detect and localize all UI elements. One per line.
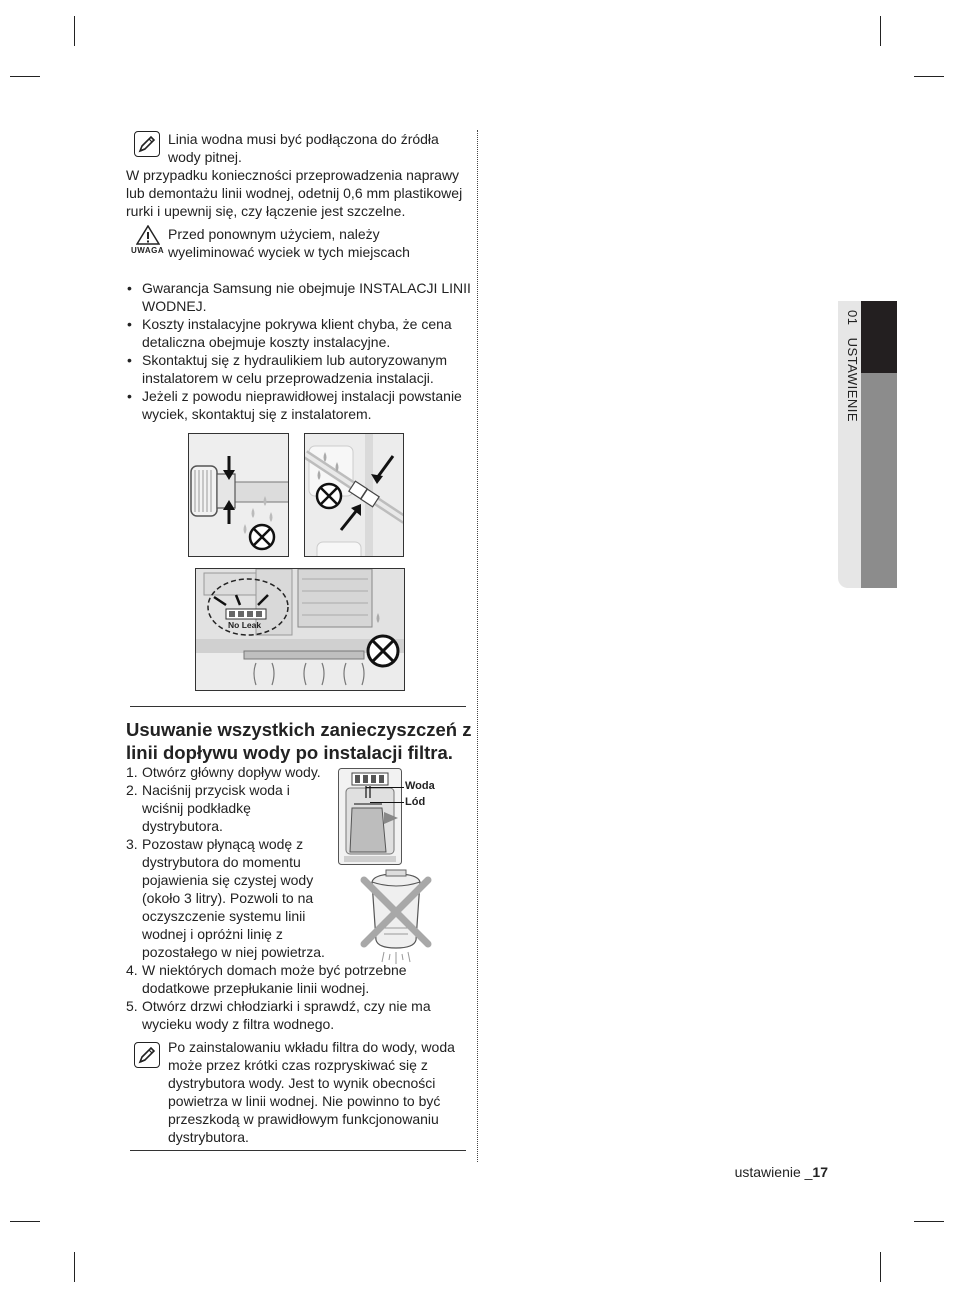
note-text: Po zainstalowaniu wkładu filtra do wody, woda może przez krótki czas rozpryskiwać się z dystrybutora wody. Jest to wynik obecności powietrza w linii wodnej. Nie powinno to być przeszkodą w prawidłowym funkcjonowaniu dystrybutora.: [168, 1039, 455, 1145]
page-number: 17: [812, 1164, 828, 1180]
crop-mark: [74, 1252, 75, 1282]
crop-mark: [914, 76, 944, 77]
step-number: 1.: [126, 764, 138, 780]
no-leak-label: No Leak: [228, 620, 262, 630]
figure-dispenser: [338, 768, 402, 865]
chapter-tab-bar: [861, 373, 897, 588]
page-footer: [700, 1164, 828, 1180]
step-text: W niektórych domach może być potrzebne dodatkowe przepłukanie linii wodnej.: [142, 962, 407, 996]
warning-text: Przed ponownym użyciem, należy wyeliminować wyciek w tych miejscach: [168, 226, 410, 260]
step-number: 5.: [126, 998, 138, 1014]
list-item: [126, 997, 471, 1033]
section-divider: [130, 1150, 466, 1151]
note-text: Linia wodna musi być podłączona do źródła wody pitnej.: [168, 131, 439, 165]
column-divider: [477, 130, 478, 1162]
section-divider: [130, 706, 466, 707]
figure-pipe-joint: [304, 433, 404, 557]
step-number: 4.: [126, 962, 138, 978]
chapter-number: 01: [845, 310, 860, 326]
section-title: Usuwanie wszystkich zanieczyszczeń z linii dopływu wody po instalacji filtra.: [126, 719, 472, 763]
crop-mark: [914, 1221, 944, 1222]
list-item: [126, 781, 332, 835]
crop-mark: [880, 16, 881, 46]
figure-pipe-nut: [188, 433, 289, 557]
step-number: 2.: [126, 782, 138, 798]
note-pencil-icon: [134, 131, 160, 157]
step-text: Otwórz drzwi chłodziarki i sprawdź, czy nie ma wycieku wody z filtra wodnego.: [142, 998, 431, 1032]
figure-crossed-container: [358, 868, 434, 968]
step-text: Naciśnij przycisk woda i wciśnij podkładkę dystrybutora.: [142, 782, 290, 834]
crop-mark: [10, 76, 40, 77]
paragraph: W przypadku konieczności przeprowadzenia naprawy lub demontażu linii wodnej, odetnij 0,6 mm plastikowej rurki i upewnij się, czy łączenie jest szczelne.: [126, 167, 463, 219]
list-item: • Jeżeli z powodu nieprawidłowej instalacji powstanie wyciek, skontaktuj się z instalatorem.: [126, 387, 471, 423]
list-item: • Skontaktuj się z hydraulikiem lub autoryzowanym instalatorem w celu przeprowadzenia instalacji.: [126, 351, 471, 387]
chapter-label: [840, 310, 860, 570]
callout-line: [370, 802, 404, 803]
crop-mark: [74, 16, 75, 46]
bullet-list: [126, 279, 471, 423]
note-pencil-icon: [134, 1042, 160, 1068]
callout-line: [366, 787, 404, 788]
step-number: 3.: [126, 836, 138, 852]
footer-label: ustawienie _: [734, 1164, 813, 1180]
crop-mark: [10, 1221, 40, 1222]
list-item: [126, 763, 471, 781]
figure-fridge-no-leak: [195, 568, 405, 691]
warning-label: UWAGA: [131, 246, 165, 255]
warning-triangle-icon: [136, 225, 160, 247]
step-text: Otwórz główny dopływ wody.: [142, 764, 321, 780]
list-item: [126, 835, 350, 961]
step-text: Pozostaw płynącą wodę z dystrybutora do momentu pojawienia się czystej wody (około 3 litry). Pozwoli to na oczyszczenie systemu linii wodnej i opróżni linię z pozostałego w niej powietrza.: [142, 836, 325, 960]
crop-mark: [880, 1252, 881, 1282]
water-label: Woda: [405, 780, 435, 792]
list-item: • Koszty instalacyjne pokrywa klient chyba, że cena detaliczna obejmuje koszty instalacyjne.: [126, 315, 471, 351]
chapter-tab-marker: [861, 301, 897, 373]
ice-label: Lód: [405, 796, 426, 808]
chapter-title: USTAWIENIE: [845, 337, 860, 423]
list-item: • Gwarancja Samsung nie obejmuje INSTALACJI LINII WODNEJ.: [126, 279, 471, 315]
